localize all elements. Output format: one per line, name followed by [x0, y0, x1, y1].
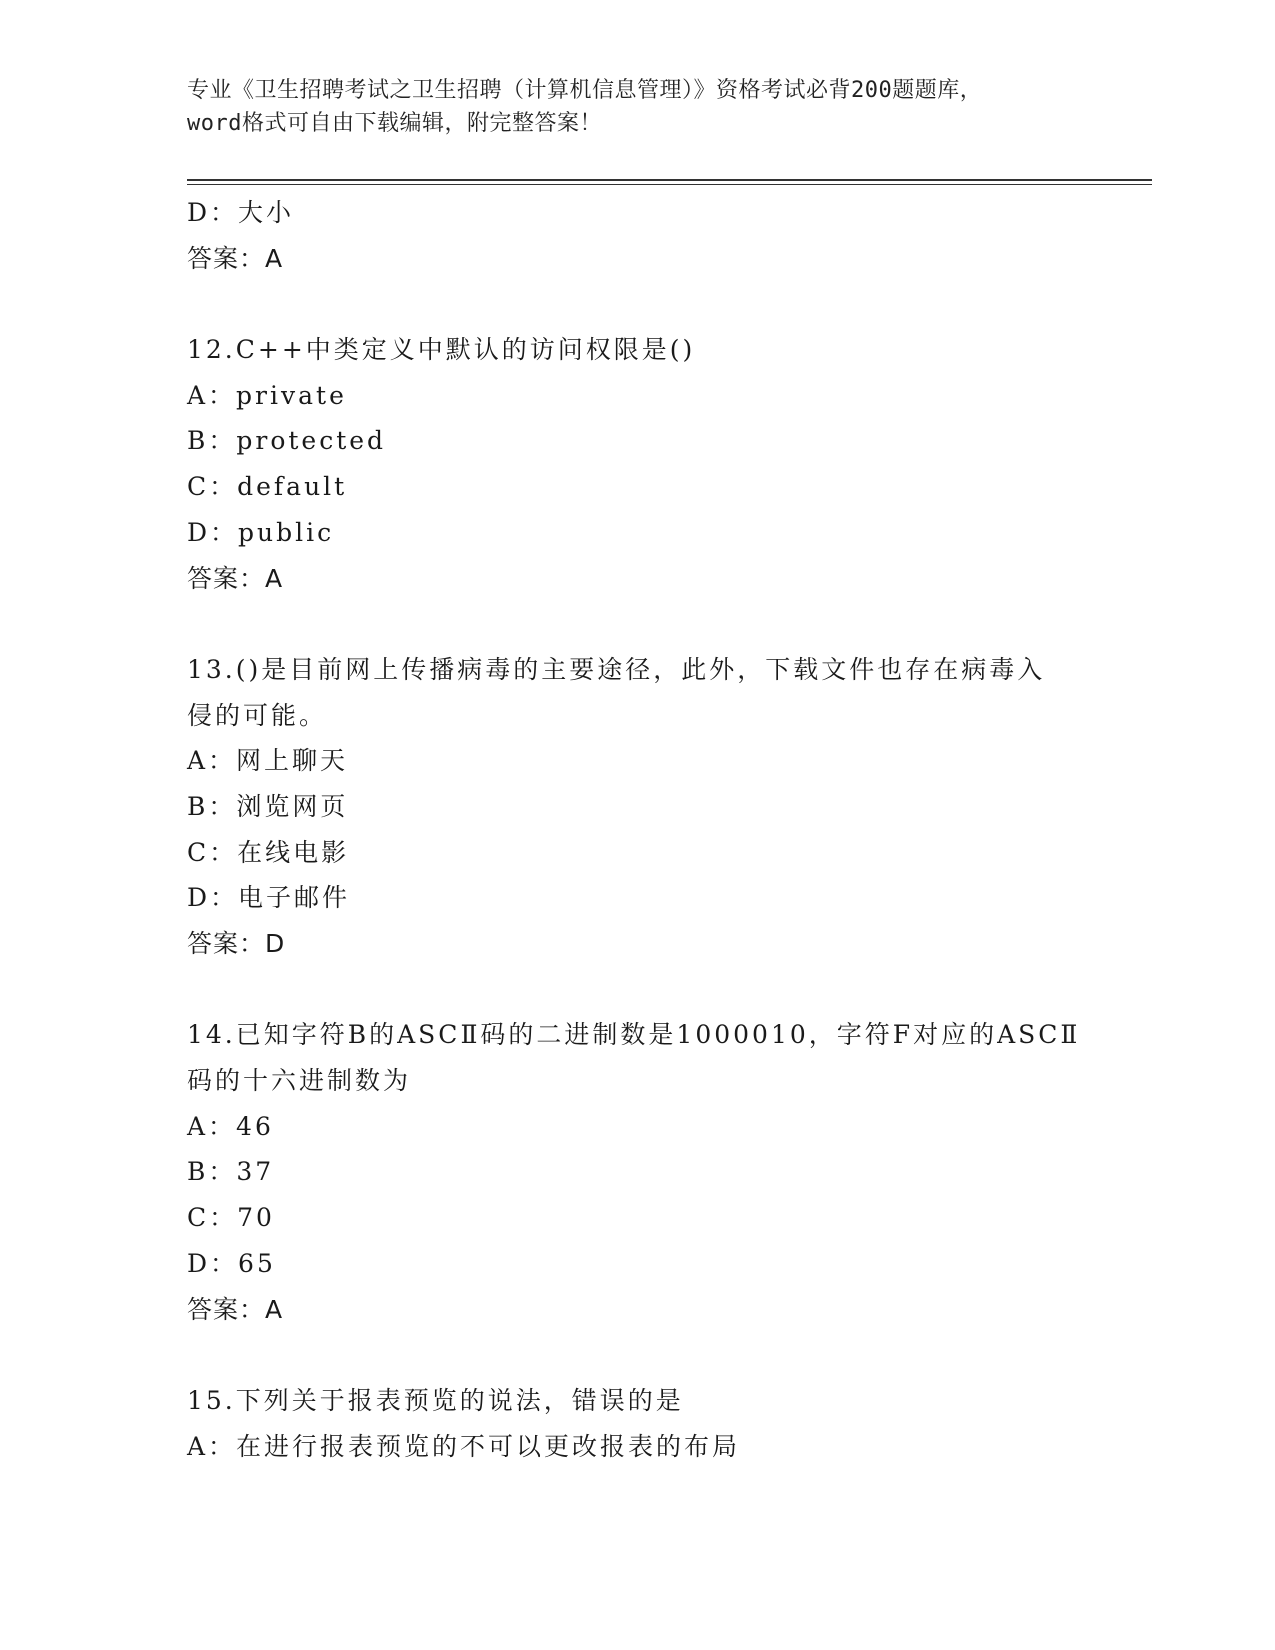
question-12-option-d: D：public [187, 517, 335, 547]
question-14-option-d: D：65 [187, 1248, 276, 1278]
question-12-answer: 答案：A [187, 563, 284, 593]
question-13-option-a: A：网上聊天 [187, 746, 349, 776]
question-13-answer: 答案：D [187, 929, 286, 958]
header-line-1: 专业《卫生招聘考试之卫生招聘（计算机信息管理）》资格考试必背200题题库， [187, 78, 983, 103]
question-gap [187, 281, 1087, 327]
header-divider-thin [187, 184, 1152, 185]
question-15-option-a: A：在进行报表预览的不可以更改报表的布局 [187, 1431, 741, 1461]
question-14-stem-line-1: 14.已知字符B的ASCⅡ码的二进制数是1000010，字符F对应的ASCⅡ [187, 1020, 1081, 1050]
question-14 [187, 1012, 1087, 1332]
question-14-option-b: B：37 [187, 1157, 275, 1187]
question-13-option-d: D：电子邮件 [187, 883, 351, 913]
question-13-option-b: B：浏览网页 [187, 791, 349, 821]
question-gap [187, 967, 1087, 1013]
document-header [187, 74, 1087, 140]
question-gap [187, 601, 1087, 647]
question-12 [187, 327, 1087, 601]
question-13-stem-line-1: 13.()是目前网上传播病毒的主要途径，此外，下载文件也存在病毒入 [187, 654, 1046, 684]
question-14-option-c: C：70 [187, 1203, 275, 1233]
prev-answer: 答案：A [187, 243, 284, 273]
question-14-answer: 答案：A [187, 1294, 284, 1324]
header-line-2: word格式可自由下载编辑，附完整答案！ [187, 111, 602, 136]
prev-option-d: D：大小 [187, 198, 295, 227]
question-12-stem: 12.C++中类定义中默认的访问权限是() [187, 335, 696, 365]
header-divider-thick [187, 179, 1152, 181]
question-15-stem: 15.下列关于报表预览的说法，错误的是 [187, 1385, 684, 1415]
question-list [187, 190, 1087, 1469]
question-gap [187, 1332, 1087, 1378]
question-14-stem-line-2: 码的十六进制数为 [187, 1066, 412, 1096]
question-15 [187, 1378, 1087, 1469]
question-14-option-a: A：46 [187, 1111, 274, 1141]
question-13-option-c: C：在线电影 [187, 837, 350, 867]
question-12-option-b: B：protected [187, 426, 387, 456]
question-12-option-a: A：private [187, 380, 347, 410]
question-13 [187, 647, 1087, 967]
question-12-option-c: C：default [187, 472, 348, 502]
question-13-stem-line-2: 侵的可能。 [187, 700, 328, 730]
